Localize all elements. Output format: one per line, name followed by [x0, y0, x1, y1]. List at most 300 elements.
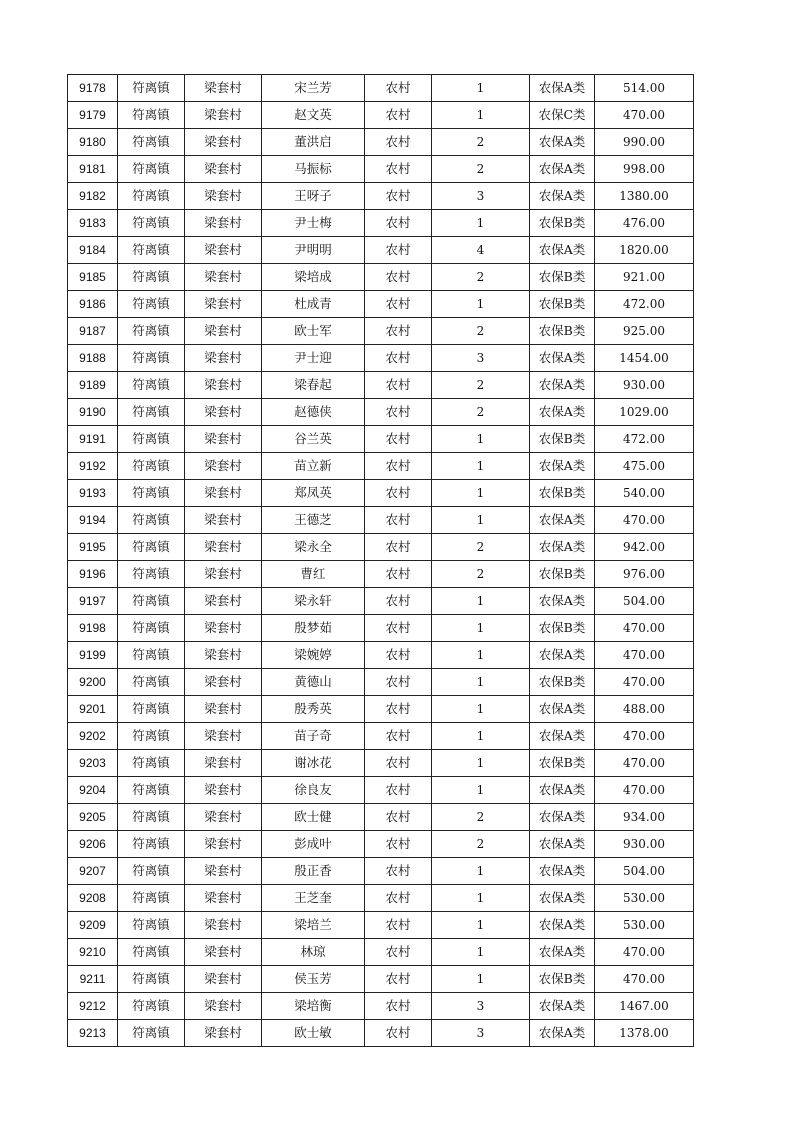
member-count-cell: 1 — [432, 480, 530, 507]
household-type-cell: 农村 — [365, 237, 432, 264]
amount-cell: 1380.00 — [595, 183, 694, 210]
record-id-cell: 9180 — [68, 129, 118, 156]
village-cell: 梁套村 — [185, 993, 262, 1020]
table-row — [68, 237, 694, 264]
person-name-cell: 苗立新 — [262, 453, 365, 480]
person-name-cell: 梁培衡 — [262, 993, 365, 1020]
member-count-cell: 1 — [432, 75, 530, 102]
household-type-cell: 农村 — [365, 615, 432, 642]
insurance-class-cell: 农保A类 — [530, 534, 595, 561]
town-cell: 符离镇 — [118, 102, 185, 129]
person-name-cell: 王德芝 — [262, 507, 365, 534]
person-name-cell: 郑凤英 — [262, 480, 365, 507]
village-cell: 梁套村 — [185, 912, 262, 939]
amount-cell: 921.00 — [595, 264, 694, 291]
town-cell: 符离镇 — [118, 426, 185, 453]
member-count-cell: 2 — [432, 129, 530, 156]
record-id-cell: 9198 — [68, 615, 118, 642]
village-cell: 梁套村 — [185, 507, 262, 534]
town-cell: 符离镇 — [118, 777, 185, 804]
amount-cell: 990.00 — [595, 129, 694, 156]
town-cell: 符离镇 — [118, 750, 185, 777]
village-cell: 梁套村 — [185, 453, 262, 480]
village-cell: 梁套村 — [185, 615, 262, 642]
town-cell: 符离镇 — [118, 939, 185, 966]
record-id-cell: 9182 — [68, 183, 118, 210]
person-name-cell: 曹红 — [262, 561, 365, 588]
insurance-class-cell: 农保A类 — [530, 777, 595, 804]
household-type-cell: 农村 — [365, 750, 432, 777]
table-row — [68, 885, 694, 912]
insurance-class-cell: 农保A类 — [530, 912, 595, 939]
village-cell: 梁套村 — [185, 804, 262, 831]
insurance-class-cell: 农保A类 — [530, 399, 595, 426]
household-type-cell: 农村 — [365, 183, 432, 210]
table-row — [68, 264, 694, 291]
member-count-cell: 1 — [432, 966, 530, 993]
amount-cell: 942.00 — [595, 534, 694, 561]
person-name-cell: 杜成青 — [262, 291, 365, 318]
member-count-cell: 2 — [432, 318, 530, 345]
person-name-cell: 赵德侠 — [262, 399, 365, 426]
town-cell: 符离镇 — [118, 507, 185, 534]
member-count-cell: 2 — [432, 831, 530, 858]
village-cell: 梁套村 — [185, 831, 262, 858]
person-name-cell: 梁培兰 — [262, 912, 365, 939]
record-id-cell: 9209 — [68, 912, 118, 939]
record-id-cell: 9205 — [68, 804, 118, 831]
amount-cell: 470.00 — [595, 939, 694, 966]
insurance-class-cell: 农保B类 — [530, 750, 595, 777]
person-name-cell: 尹士迎 — [262, 345, 365, 372]
village-cell: 梁套村 — [185, 642, 262, 669]
table-row — [68, 750, 694, 777]
member-count-cell: 1 — [432, 696, 530, 723]
village-cell: 梁套村 — [185, 156, 262, 183]
member-count-cell: 4 — [432, 237, 530, 264]
village-cell: 梁套村 — [185, 183, 262, 210]
member-count-cell: 1 — [432, 750, 530, 777]
household-type-cell: 农村 — [365, 399, 432, 426]
person-name-cell: 彭成叶 — [262, 831, 365, 858]
insurance-class-cell: 农保A类 — [530, 939, 595, 966]
town-cell: 符离镇 — [118, 372, 185, 399]
insurance-class-cell: 农保A类 — [530, 858, 595, 885]
record-id-cell: 9210 — [68, 939, 118, 966]
record-id-cell: 9211 — [68, 966, 118, 993]
amount-cell: 540.00 — [595, 480, 694, 507]
household-type-cell: 农村 — [365, 858, 432, 885]
amount-cell: 470.00 — [595, 723, 694, 750]
member-count-cell: 2 — [432, 156, 530, 183]
table-row — [68, 696, 694, 723]
member-count-cell: 1 — [432, 723, 530, 750]
amount-cell: 930.00 — [595, 831, 694, 858]
household-type-cell: 农村 — [365, 210, 432, 237]
household-type-cell: 农村 — [365, 561, 432, 588]
amount-cell: 470.00 — [595, 642, 694, 669]
table-row — [68, 534, 694, 561]
table-row — [68, 669, 694, 696]
member-count-cell: 1 — [432, 291, 530, 318]
table-row — [68, 75, 694, 102]
town-cell: 符离镇 — [118, 399, 185, 426]
insurance-class-cell: 农保A类 — [530, 453, 595, 480]
member-count-cell: 3 — [432, 993, 530, 1020]
household-type-cell: 农村 — [365, 534, 432, 561]
insurance-class-cell: 农保B类 — [530, 615, 595, 642]
insurance-class-cell: 农保B类 — [530, 966, 595, 993]
household-type-cell: 农村 — [365, 993, 432, 1020]
village-cell: 梁套村 — [185, 264, 262, 291]
amount-cell: 504.00 — [595, 858, 694, 885]
table-row — [68, 912, 694, 939]
insurance-class-cell: 农保A类 — [530, 993, 595, 1020]
record-id-cell: 9186 — [68, 291, 118, 318]
insurance-class-cell: 农保A类 — [530, 183, 595, 210]
table-row — [68, 156, 694, 183]
insurance-class-cell: 农保A类 — [530, 588, 595, 615]
insurance-class-cell: 农保A类 — [530, 831, 595, 858]
insurance-class-cell: 农保A类 — [530, 885, 595, 912]
town-cell: 符离镇 — [118, 345, 185, 372]
person-name-cell: 王呀子 — [262, 183, 365, 210]
member-count-cell: 1 — [432, 669, 530, 696]
village-cell: 梁套村 — [185, 939, 262, 966]
record-id-cell: 9184 — [68, 237, 118, 264]
amount-cell: 998.00 — [595, 156, 694, 183]
table-row — [68, 399, 694, 426]
town-cell: 符离镇 — [118, 642, 185, 669]
person-name-cell: 梁培成 — [262, 264, 365, 291]
household-type-cell: 农村 — [365, 831, 432, 858]
person-name-cell: 谢冰花 — [262, 750, 365, 777]
household-type-cell: 农村 — [365, 75, 432, 102]
table-row — [68, 480, 694, 507]
table-row — [68, 426, 694, 453]
household-type-cell: 农村 — [365, 912, 432, 939]
record-id-cell: 9190 — [68, 399, 118, 426]
person-name-cell: 王芝奎 — [262, 885, 365, 912]
table-row — [68, 102, 694, 129]
amount-cell: 504.00 — [595, 588, 694, 615]
person-name-cell: 殷正香 — [262, 858, 365, 885]
town-cell: 符离镇 — [118, 615, 185, 642]
table-row — [68, 804, 694, 831]
amount-cell: 470.00 — [595, 102, 694, 129]
amount-cell: 470.00 — [595, 966, 694, 993]
insurance-class-cell: 农保B类 — [530, 291, 595, 318]
table-row — [68, 345, 694, 372]
town-cell: 符离镇 — [118, 696, 185, 723]
town-cell: 符离镇 — [118, 183, 185, 210]
record-id-cell: 9181 — [68, 156, 118, 183]
amount-cell: 1029.00 — [595, 399, 694, 426]
record-id-cell: 9206 — [68, 831, 118, 858]
amount-cell: 530.00 — [595, 912, 694, 939]
household-type-cell: 农村 — [365, 345, 432, 372]
household-type-cell: 农村 — [365, 777, 432, 804]
insurance-class-cell: 农保A类 — [530, 129, 595, 156]
record-id-cell: 9200 — [68, 669, 118, 696]
record-id-cell: 9203 — [68, 750, 118, 777]
household-type-cell: 农村 — [365, 291, 432, 318]
village-cell: 梁套村 — [185, 291, 262, 318]
member-count-cell: 1 — [432, 912, 530, 939]
record-id-cell: 9193 — [68, 480, 118, 507]
insurance-class-cell: 农保B类 — [530, 561, 595, 588]
insurance-class-cell: 农保A类 — [530, 696, 595, 723]
member-count-cell: 2 — [432, 264, 530, 291]
roster-body — [68, 75, 694, 1047]
town-cell: 符离镇 — [118, 237, 185, 264]
town-cell: 符离镇 — [118, 993, 185, 1020]
town-cell: 符离镇 — [118, 75, 185, 102]
town-cell: 符离镇 — [118, 291, 185, 318]
insurance-class-cell: 农保A类 — [530, 156, 595, 183]
table-row — [68, 858, 694, 885]
person-name-cell: 梁永全 — [262, 534, 365, 561]
amount-cell: 488.00 — [595, 696, 694, 723]
town-cell: 符离镇 — [118, 264, 185, 291]
amount-cell: 925.00 — [595, 318, 694, 345]
member-count-cell: 2 — [432, 372, 530, 399]
insurance-class-cell: 农保A类 — [530, 372, 595, 399]
table-row — [68, 372, 694, 399]
household-type-cell: 农村 — [365, 642, 432, 669]
member-count-cell: 2 — [432, 804, 530, 831]
amount-cell: 1454.00 — [595, 345, 694, 372]
household-type-cell: 农村 — [365, 966, 432, 993]
record-id-cell: 9207 — [68, 858, 118, 885]
household-type-cell: 农村 — [365, 426, 432, 453]
member-count-cell: 1 — [432, 210, 530, 237]
amount-cell: 470.00 — [595, 750, 694, 777]
person-name-cell: 董洪启 — [262, 129, 365, 156]
table-row — [68, 453, 694, 480]
record-id-cell: 9196 — [68, 561, 118, 588]
person-name-cell: 马振标 — [262, 156, 365, 183]
village-cell: 梁套村 — [185, 372, 262, 399]
person-name-cell: 赵文英 — [262, 102, 365, 129]
village-cell: 梁套村 — [185, 858, 262, 885]
member-count-cell: 1 — [432, 939, 530, 966]
record-id-cell: 9204 — [68, 777, 118, 804]
town-cell: 符离镇 — [118, 966, 185, 993]
village-cell: 梁套村 — [185, 669, 262, 696]
amount-cell: 472.00 — [595, 291, 694, 318]
member-count-cell: 1 — [432, 507, 530, 534]
town-cell: 符离镇 — [118, 723, 185, 750]
insurance-class-cell: 农保C类 — [530, 102, 595, 129]
table-row — [68, 777, 694, 804]
amount-cell: 976.00 — [595, 561, 694, 588]
table-row — [68, 318, 694, 345]
amount-cell: 514.00 — [595, 75, 694, 102]
village-cell: 梁套村 — [185, 480, 262, 507]
amount-cell: 472.00 — [595, 426, 694, 453]
village-cell: 梁套村 — [185, 723, 262, 750]
table-row — [68, 129, 694, 156]
village-cell: 梁套村 — [185, 966, 262, 993]
person-name-cell: 徐良友 — [262, 777, 365, 804]
village-cell: 梁套村 — [185, 399, 262, 426]
table-row — [68, 1020, 694, 1047]
insurance-class-cell: 农保A类 — [530, 345, 595, 372]
record-id-cell: 9195 — [68, 534, 118, 561]
village-cell: 梁套村 — [185, 210, 262, 237]
household-type-cell: 农村 — [365, 669, 432, 696]
household-type-cell: 农村 — [365, 372, 432, 399]
town-cell: 符离镇 — [118, 453, 185, 480]
town-cell: 符离镇 — [118, 804, 185, 831]
table-row — [68, 588, 694, 615]
household-type-cell: 农村 — [365, 264, 432, 291]
person-name-cell: 尹明明 — [262, 237, 365, 264]
member-count-cell: 1 — [432, 885, 530, 912]
village-cell: 梁套村 — [185, 318, 262, 345]
table-row — [68, 642, 694, 669]
amount-cell: 470.00 — [595, 669, 694, 696]
person-name-cell: 黄德山 — [262, 669, 365, 696]
table-row — [68, 723, 694, 750]
person-name-cell: 尹士梅 — [262, 210, 365, 237]
village-cell: 梁套村 — [185, 696, 262, 723]
amount-cell: 530.00 — [595, 885, 694, 912]
household-type-cell: 农村 — [365, 1020, 432, 1047]
member-count-cell: 1 — [432, 642, 530, 669]
village-cell: 梁套村 — [185, 777, 262, 804]
village-cell: 梁套村 — [185, 345, 262, 372]
town-cell: 符离镇 — [118, 156, 185, 183]
household-type-cell: 农村 — [365, 885, 432, 912]
amount-cell: 930.00 — [595, 372, 694, 399]
person-name-cell: 梁永轩 — [262, 588, 365, 615]
table-row — [68, 507, 694, 534]
village-cell: 梁套村 — [185, 75, 262, 102]
member-count-cell: 1 — [432, 102, 530, 129]
person-name-cell: 殷梦茹 — [262, 615, 365, 642]
record-id-cell: 9197 — [68, 588, 118, 615]
town-cell: 符离镇 — [118, 534, 185, 561]
table-row — [68, 210, 694, 237]
record-id-cell: 9202 — [68, 723, 118, 750]
member-count-cell: 1 — [432, 777, 530, 804]
record-id-cell: 9189 — [68, 372, 118, 399]
household-type-cell: 农村 — [365, 480, 432, 507]
insurance-class-cell: 农保A类 — [530, 723, 595, 750]
table-row — [68, 561, 694, 588]
table-row — [68, 966, 694, 993]
member-count-cell: 1 — [432, 858, 530, 885]
member-count-cell: 1 — [432, 426, 530, 453]
person-name-cell: 侯玉芳 — [262, 966, 365, 993]
household-type-cell: 农村 — [365, 507, 432, 534]
amount-cell: 1378.00 — [595, 1020, 694, 1047]
insurance-class-cell: 农保B类 — [530, 426, 595, 453]
insurance-class-cell: 农保A类 — [530, 642, 595, 669]
member-count-cell: 1 — [432, 615, 530, 642]
town-cell: 符离镇 — [118, 831, 185, 858]
record-id-cell: 9212 — [68, 993, 118, 1020]
person-name-cell: 苗子奇 — [262, 723, 365, 750]
insurance-class-cell: 农保A类 — [530, 237, 595, 264]
insurance-class-cell: 农保B类 — [530, 669, 595, 696]
table-row — [68, 615, 694, 642]
member-count-cell: 2 — [432, 561, 530, 588]
insurance-class-cell: 农保B类 — [530, 264, 595, 291]
amount-cell: 476.00 — [595, 210, 694, 237]
insurance-class-cell: 农保B类 — [530, 318, 595, 345]
table-row — [68, 183, 694, 210]
person-name-cell: 梁春起 — [262, 372, 365, 399]
record-id-cell: 9179 — [68, 102, 118, 129]
village-cell: 梁套村 — [185, 1020, 262, 1047]
table-row — [68, 939, 694, 966]
insurance-class-cell: 农保A类 — [530, 507, 595, 534]
member-count-cell: 3 — [432, 345, 530, 372]
member-count-cell: 3 — [432, 1020, 530, 1047]
household-type-cell: 农村 — [365, 723, 432, 750]
person-name-cell: 梁婉婷 — [262, 642, 365, 669]
town-cell: 符离镇 — [118, 669, 185, 696]
amount-cell: 1820.00 — [595, 237, 694, 264]
village-cell: 梁套村 — [185, 102, 262, 129]
household-type-cell: 农村 — [365, 102, 432, 129]
member-count-cell: 2 — [432, 399, 530, 426]
amount-cell: 1467.00 — [595, 993, 694, 1020]
table-row — [68, 831, 694, 858]
record-id-cell: 9199 — [68, 642, 118, 669]
person-name-cell: 谷兰英 — [262, 426, 365, 453]
household-type-cell: 农村 — [365, 156, 432, 183]
record-id-cell: 9191 — [68, 426, 118, 453]
amount-cell: 470.00 — [595, 507, 694, 534]
person-name-cell: 欧士军 — [262, 318, 365, 345]
household-type-cell: 农村 — [365, 129, 432, 156]
person-name-cell: 欧士健 — [262, 804, 365, 831]
table-row — [68, 291, 694, 318]
record-id-cell: 9187 — [68, 318, 118, 345]
insurance-class-cell: 农保B类 — [530, 480, 595, 507]
town-cell: 符离镇 — [118, 318, 185, 345]
town-cell: 符离镇 — [118, 480, 185, 507]
town-cell: 符离镇 — [118, 885, 185, 912]
village-cell: 梁套村 — [185, 885, 262, 912]
record-id-cell: 9192 — [68, 453, 118, 480]
table-row — [68, 993, 694, 1020]
town-cell: 符离镇 — [118, 129, 185, 156]
member-count-cell: 3 — [432, 183, 530, 210]
insurance-class-cell: 农保B类 — [530, 210, 595, 237]
amount-cell: 934.00 — [595, 804, 694, 831]
household-type-cell: 农村 — [365, 804, 432, 831]
record-id-cell: 9201 — [68, 696, 118, 723]
town-cell: 符离镇 — [118, 588, 185, 615]
village-cell: 梁套村 — [185, 129, 262, 156]
record-id-cell: 9213 — [68, 1020, 118, 1047]
village-cell: 梁套村 — [185, 588, 262, 615]
record-id-cell: 9188 — [68, 345, 118, 372]
town-cell: 符离镇 — [118, 210, 185, 237]
record-id-cell: 9178 — [68, 75, 118, 102]
town-cell: 符离镇 — [118, 858, 185, 885]
person-name-cell: 林琼 — [262, 939, 365, 966]
person-name-cell: 欧士敏 — [262, 1020, 365, 1047]
village-cell: 梁套村 — [185, 561, 262, 588]
household-type-cell: 农村 — [365, 318, 432, 345]
household-type-cell: 农村 — [365, 939, 432, 966]
